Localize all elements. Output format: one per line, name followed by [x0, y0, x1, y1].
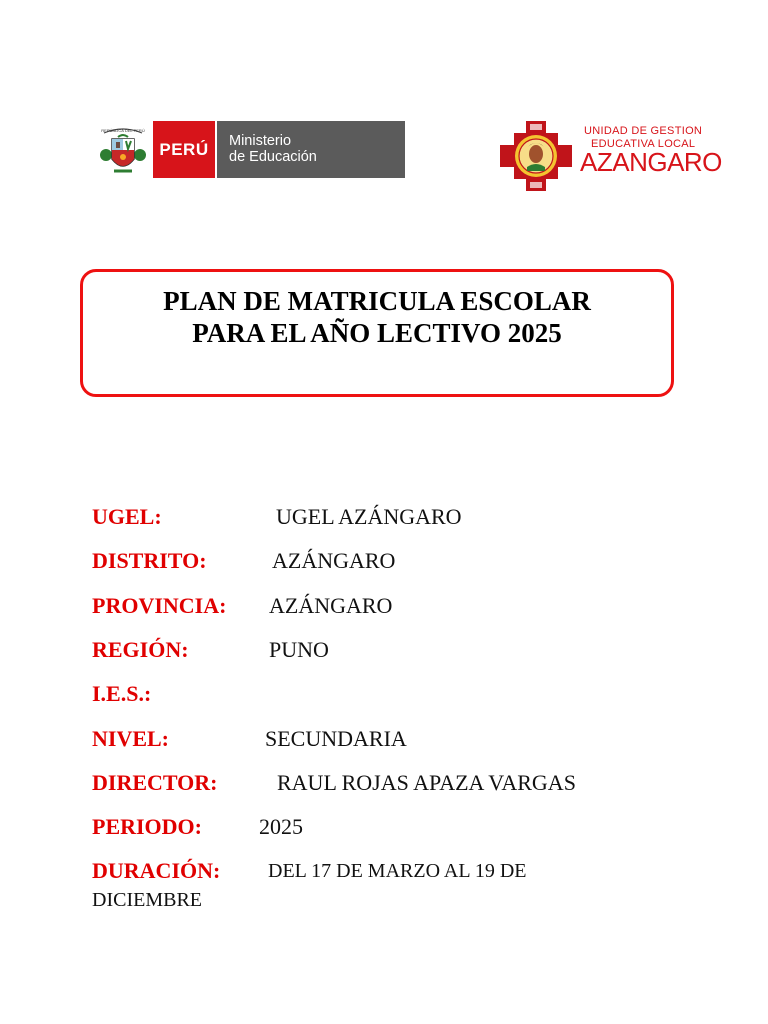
director-value: RAUL ROJAS APAZA VARGAS — [277, 770, 576, 795]
ies-label: I.E.S.: — [92, 681, 152, 706]
ugel-logo — [500, 121, 722, 191]
duracion-value-line2: DICIEMBRE — [92, 889, 202, 911]
svg-text:REPÚBLICA DEL PERÚ: REPÚBLICA DEL PERÚ — [101, 128, 145, 133]
distrito-label: DISTRITO: — [92, 548, 207, 573]
ugel-line1: UNIDAD DE GESTION — [584, 125, 703, 137]
document-title-line2: PARA EL AÑO LECTIVO 2025 — [192, 318, 562, 348]
document-title-line1: PLAN DE MATRICULA ESCOLAR — [163, 286, 591, 316]
ugel-name: AZANGARO — [580, 147, 722, 177]
ugel-value: UGEL AZÁNGARO — [276, 504, 462, 529]
ugel-label: UGEL: — [92, 504, 162, 529]
periodo-value: 2025 — [259, 814, 303, 839]
title-box — [80, 269, 674, 397]
region-label: REGIÓN: — [92, 637, 189, 662]
ministry-line1: Ministerio — [229, 133, 292, 149]
periodo-label: PERIODO: — [92, 814, 202, 839]
ugel-line2: EDUCATIVA LOCAL — [591, 138, 696, 150]
region-value: PUNO — [269, 637, 329, 662]
peru-label: PERÚ — [153, 121, 215, 178]
nivel-value: SECUNDARIA — [265, 726, 407, 751]
ministry-line2: de Educación — [229, 149, 317, 165]
coat-of-arms-icon — [98, 125, 148, 177]
duracion-value-line1: DEL 17 DE MARZO AL 19 DE — [268, 860, 527, 882]
ugel-emblem-icon — [500, 121, 572, 191]
provincia-value: AZÁNGARO — [269, 593, 393, 618]
duracion-label: DURACIÓN: — [92, 858, 221, 883]
minedu-logo — [98, 121, 406, 179]
ministry-label — [217, 121, 405, 178]
nivel-label: NIVEL: — [92, 726, 170, 751]
director-label: DIRECTOR: — [92, 770, 218, 795]
distrito-value: AZÁNGARO — [272, 548, 396, 573]
provincia-label: PROVINCIA: — [92, 593, 227, 618]
